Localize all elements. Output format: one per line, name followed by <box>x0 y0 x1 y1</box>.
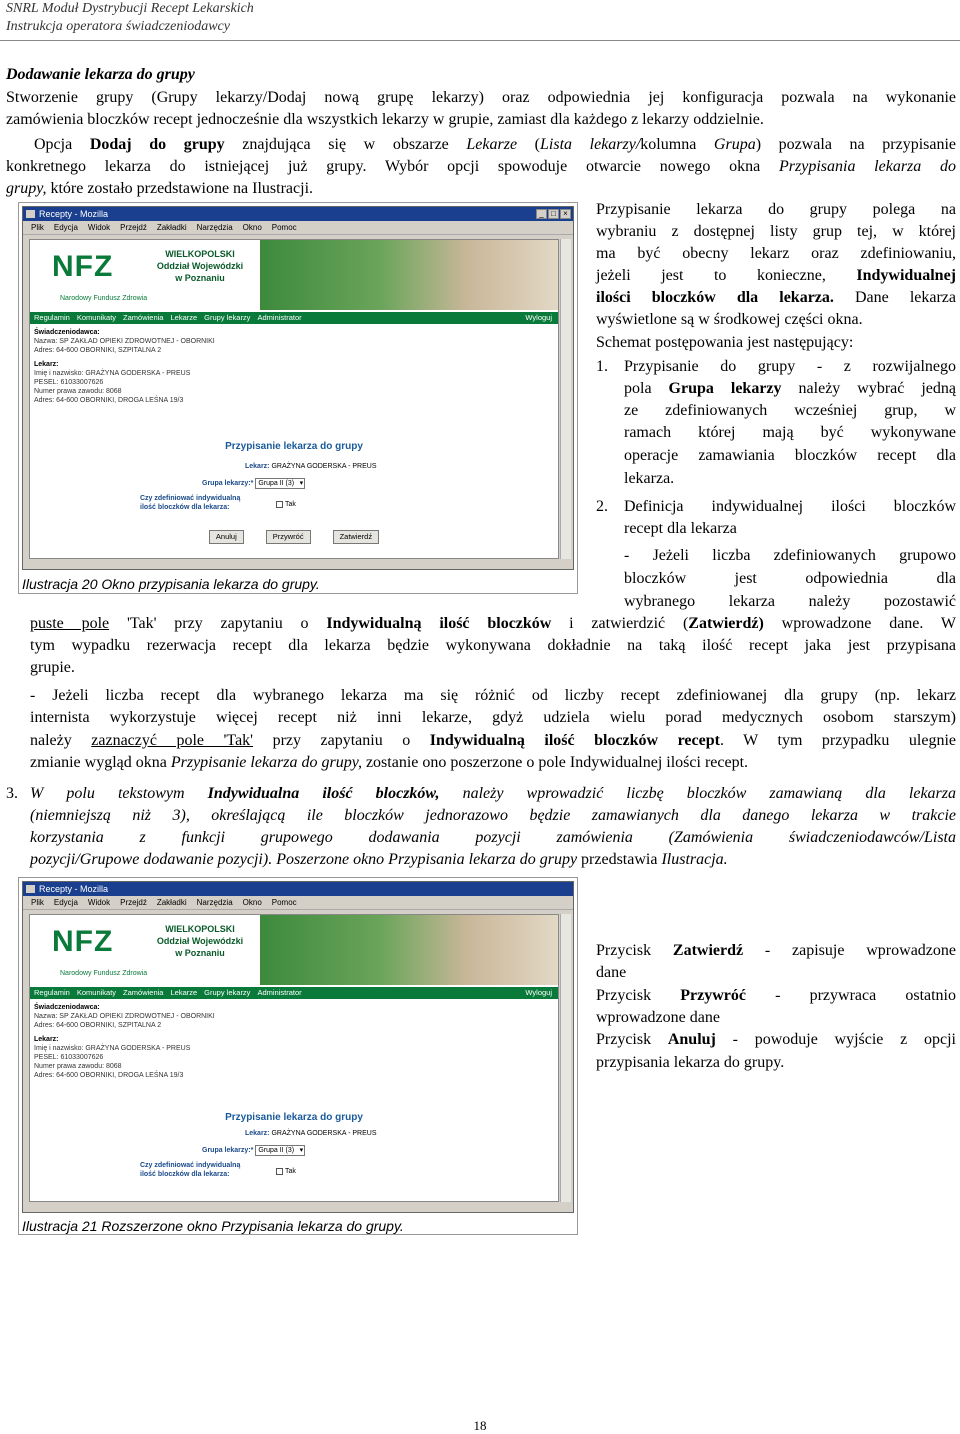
menu-przejdz-2[interactable]: Przejdź <box>120 898 147 907</box>
right2-line-6: przypisania lekarza do grupy. <box>596 1054 785 1071</box>
header-manual: Instrukcja operatora świadczeniodawcy <box>6 19 230 34</box>
banner-2 <box>30 915 558 985</box>
window-titlebar-2 <box>23 882 573 896</box>
figure-21 <box>18 877 578 1235</box>
right2-line-4: wprowadzone dane <box>596 1009 720 1026</box>
region-name-2: WIELKOPOLSKI Oddział Wojewódzki w Poznaniu <box>156 924 244 958</box>
main-nav-2 <box>30 987 558 999</box>
window-titlebar <box>23 207 573 221</box>
figure-21-caption: Ilustracja 21 Rozszerzone okno Przypisania lekarza do grupy. <box>22 1218 404 1234</box>
individual-checkbox-row-2: Tak <box>276 1167 296 1176</box>
item-2-line-5: wybranego lekarza należy pozostawić <box>624 593 956 610</box>
right2-line-5: Przycisk Anuluj - powoduje wyjście z opcji <box>596 1031 956 1048</box>
item-2-line-1: Definicja indywidualnej ilości bloczków <box>624 498 956 515</box>
right-p1-line-2: wybraniu z dostępnej listy grup tej, w której <box>596 223 956 240</box>
form-individual-row: Czy zdefiniować indywidualną ilość bloczków dla lekarza: <box>140 495 241 511</box>
form-buttons <box>30 530 558 544</box>
para1-line-2: tym wypadku rezerwacja recept dla lekarza będzie wykonywana dokładnie na taką ilość recept jaka jest przypisana <box>30 637 956 654</box>
scrollbar[interactable] <box>560 239 571 559</box>
header-divider <box>0 40 960 41</box>
figure-20 <box>18 202 578 594</box>
provider-info-2: Świadczeniodawca: Nazwa: SP ZAKŁAD OPIEKI ZDROWOTNEJ - OBORNIKI Adres: 64-600 OBORNIKI, SZPITALNA 2 <box>34 1004 215 1029</box>
nfz-logo-subtitle-2: Narodowy Fundusz Zdrowia <box>60 970 148 977</box>
menu-zakladki-2[interactable]: Zakładki <box>156 898 187 907</box>
individual-checkbox-row: Tak <box>276 500 296 509</box>
item-1-line-6: lekarza. <box>624 470 675 487</box>
para2-line-1: - Jeżeli liczba recept dla wybranego lekarza ma się różnić od liczby recept zdefiniowanej dla grupy (np. lekarz <box>30 687 956 704</box>
para1-line-3: grupie. <box>30 659 75 676</box>
form-group-row-2: Grupa lekarzy:* Grupa II (3) ▾ <box>202 1145 305 1156</box>
item-2-number: 2. <box>596 498 608 515</box>
menubar <box>23 221 573 235</box>
item-1-number: 1. <box>596 358 608 375</box>
item-3-line-1: W polu tekstowym Indywidualna ilość bloczków, należy wprowadzić liczbę bloczków zamawianą dla lekarza <box>30 785 957 802</box>
nav-lekarze-2[interactable]: Lekarze <box>170 988 198 997</box>
para2-line-4: zmianie wygląd okna Przypisanie lekarza do grupy, zostanie ono poszerzone o pole Indywidualnej ilości recept. <box>30 754 749 771</box>
provider-info: Świadczeniodawca: Nazwa: SP ZAKŁAD OPIEKI ZDROWOTNEJ - OBORNIKI Adres: 64-600 OBORNIKI, SZPITALNA 2 <box>34 329 215 354</box>
browser-window <box>22 206 574 570</box>
right-p1-line-4: jeżeli jest to konieczne, Indywidualnej <box>596 267 956 284</box>
right2-line-2: dane <box>596 964 627 981</box>
right-p1-line-5: ilości bloczków dla lekarza. Dane lekarza <box>596 289 957 306</box>
form-individual-row-2: Czy zdefiniować indywidualną ilość bloczków dla lekarza: <box>140 1162 241 1178</box>
page-number: 18 <box>473 1418 487 1433</box>
para2-line-2: internista wykorzystuje więcej recept niż inni lekarze, gdyż udziela wielu porad medycznych osobom starszym) <box>30 709 956 726</box>
right-p1-line-3: ma być obecny lekarz oraz zdefiniowaniu, <box>596 245 956 262</box>
menu-przejdz[interactable]: Przejdź <box>120 223 147 232</box>
right-p1-line-7: Schemat postępowania jest następujący: <box>596 334 854 351</box>
nav-komunikaty[interactable]: Komunikaty <box>76 313 117 322</box>
option-para-line-1: Opcja Dodaj do grupy znajdująca się w obszarze Lekarze (Lista lekarzy/kolumna Grupa) pozwala na przypisanie <box>34 136 957 153</box>
right-p1-line-6: wyświetlone są w środkowej części okna. <box>596 311 863 328</box>
header-module: SNRL Moduł Dystrybucji Recept Lekarskich <box>6 1 254 16</box>
item-2-line-4: bloczków jest odpowiednia dla <box>624 570 956 587</box>
item-1-line-3: ze zdefiniowanych wcześniej grup, w <box>624 402 956 419</box>
group-select-2[interactable]: Grupa II (3) ▾ <box>255 1145 305 1156</box>
item-1-line-4: ramach której mają być wykonywane <box>624 424 956 441</box>
menu-narzedzia[interactable]: Narzędzia <box>196 223 233 232</box>
window-title-2: Recepty - Mozilla <box>39 884 109 894</box>
form-title-2: Przypisanie lekarza do grupy <box>225 1112 363 1123</box>
nav-lekarze[interactable]: Lekarze <box>170 313 198 322</box>
menu-plik[interactable]: Plik <box>31 223 44 232</box>
figure-20-caption: Ilustracja 20 Okno przypisania lekarza do grupy. <box>22 576 320 592</box>
close-icon[interactable]: × <box>560 209 571 219</box>
app-icon <box>26 210 35 218</box>
nav-regulamin-2[interactable]: Regulamin <box>34 988 70 997</box>
nav-logout[interactable]: Wyloguj <box>525 313 552 322</box>
intro-line-2: zamówienia bloczków recept jednocześnie dla wszystkich lekarzy w grupie, zamiast dla każdego z lekarzy oddzielnie. <box>6 111 764 128</box>
item-2-line-3: - Jeżeli liczba zdefiniowanych grupowo <box>624 547 956 564</box>
menu-widok[interactable]: Widok <box>87 223 111 232</box>
individual-checkbox-2[interactable] <box>276 1168 283 1175</box>
nfz-logo: NFZ <box>52 250 114 283</box>
menu-pomoc-2[interactable]: Pomoc <box>271 898 297 907</box>
para1-line-1: puste pole 'Tak' przy zapytaniu o Indywidualną ilość bloczków i zatwierdzić (Zatwierdź) wprowadzone dane. W <box>30 615 957 632</box>
nav-zamowienia-2[interactable]: Zamówienia <box>123 988 164 997</box>
main-nav <box>30 312 558 324</box>
doctor-info-2: Lekarz: Imię i nazwisko: GRAŻYNA GODERSKA - PREUS PESEL: 61033007626 Numer prawa zawodu: 8068 Adres: 64-600 OBORNIKI, DROGA LEŚNA 19/3 <box>34 1036 191 1079</box>
form-title: Przypisanie lekarza do grupy <box>225 441 363 452</box>
nav-logout-2[interactable]: Wyloguj <box>525 988 552 997</box>
form-doctor-row: Lekarz: GRAŻYNA GODERSKA - PREUS <box>245 463 377 470</box>
group-select[interactable]: Grupa II (3) ▾ <box>255 478 305 489</box>
banner-photo <box>260 240 558 310</box>
browser-window-2 <box>22 881 574 1213</box>
menu-okno[interactable]: Okno <box>242 223 262 232</box>
doctor-info: Lekarz: Imię i nazwisko: GRAŻYNA GODERSKA - PREUS PESEL: 61033007626 Numer prawa zawodu: 8068 Adres: 64-600 OBORNIKI, DROGA LEŚNA 19/3 <box>34 361 191 404</box>
window-title: Recepty - Mozilla <box>39 209 109 219</box>
nav-administrator-2[interactable]: Administrator <box>257 988 302 997</box>
form-doctor-row-2: Lekarz: GRAŻYNA GODERSKA - PREUS <box>245 1130 377 1137</box>
nav-zamowienia[interactable]: Zamówienia <box>123 313 164 322</box>
right2-line-1: Przycisk Zatwierdź - zapisuje wprowadzone <box>596 942 956 959</box>
item-3-line-4: pozycji/Grupowe dodawanie pozycji). Poszerzone okno Przypisania lekarza do grupy przedstawia Ilustracja. <box>30 851 728 868</box>
menu-edycja[interactable]: Edycja <box>53 223 78 232</box>
confirm-button[interactable]: Zatwierdź <box>333 530 380 544</box>
item-3-number: 3. <box>6 785 18 802</box>
nav-administrator[interactable]: Administrator <box>257 313 302 322</box>
app-icon-2 <box>26 885 35 893</box>
option-para-line-3: grupy, które zostało przedstawione na Ilustracji. <box>6 180 314 197</box>
item-2-line-2: recept dla lekarza <box>624 520 737 537</box>
option-para-line-2: konkretnego lekarza do istniejącej już grupy. Wybór opcji spowoduje otwarcie nowego okna Przypisania lekarza do <box>6 158 957 175</box>
menu-narzedzia-2[interactable]: Narzędzia <box>196 898 233 907</box>
form-group-row: Grupa lekarzy:* Grupa II (3) ▾ <box>202 478 305 489</box>
item-1-line-2: pola Grupa lekarzy należy wybrać jedną <box>624 380 957 397</box>
individual-checkbox[interactable] <box>276 501 283 508</box>
cancel-button[interactable]: Anuluj <box>209 530 244 544</box>
restore-button[interactable]: Przywróć <box>266 530 311 544</box>
minimize-icon[interactable]: _ <box>536 209 547 219</box>
banner <box>30 240 558 310</box>
menu-zakladki[interactable]: Zakładki <box>156 223 187 232</box>
section-title: Dodawanie lekarza do grupy <box>6 66 195 83</box>
nfz-logo-2: NFZ <box>52 925 114 958</box>
menu-okno-2[interactable]: Okno <box>242 898 262 907</box>
nav-grupy-lekarzy-2[interactable]: Grupy lekarzy <box>204 988 251 997</box>
nfz-logo-subtitle: Narodowy Fundusz Zdrowia <box>60 295 148 302</box>
item-1-line-1: Przypisanie do grupy - z rozwijalnego <box>624 358 956 375</box>
item-3-line-3: korzystania z funkcji grupowego dodawania pozycji zamówienia (Zamówienia świadczeniodawców/Lista <box>30 829 956 846</box>
intro-line-1: Stworzenie grupy (Grupy lekarzy/Dodaj nową grupę lekarzy) oraz odpowiednia jej konfiguracja pozwala na wykonanie <box>6 89 956 106</box>
menu-pomoc[interactable]: Pomoc <box>271 223 297 232</box>
scrollbar-2[interactable] <box>560 914 571 1202</box>
menu-edycja-2[interactable]: Edycja <box>53 898 78 907</box>
nav-komunikaty-2[interactable]: Komunikaty <box>76 988 117 997</box>
para2-line-3: należy zaznaczyć pole 'Tak' przy zapytaniu o Indywidualną ilość bloczków recept. W tym przypadku ulegnie <box>30 732 957 749</box>
right-p1-line-1: Przypisanie lekarza do grupy polega na <box>596 201 956 218</box>
nav-regulamin[interactable]: Regulamin <box>34 313 70 322</box>
right2-line-3: Przycisk Przywróć - przywraca ostatnio <box>596 987 957 1004</box>
maximize-icon[interactable]: □ <box>548 209 559 219</box>
menu-plik-2[interactable]: Plik <box>31 898 44 907</box>
nav-grupy-lekarzy[interactable]: Grupy lekarzy <box>204 313 251 322</box>
region-name: WIELKOPOLSKI Oddział Wojewódzki w Poznaniu <box>156 249 244 283</box>
item-1-line-5: operacje zamawiania bloczków recept dla <box>624 447 956 464</box>
banner-photo-2 <box>260 915 558 985</box>
item-3-line-2: (niemniejszą niż 3), określającą ile bloczków jednorazowo będzie zamawianych dla danego lekarza w trakcie <box>30 807 956 824</box>
menubar-2 <box>23 896 573 910</box>
page-content-2 <box>29 914 559 1202</box>
page-content <box>29 239 559 559</box>
menu-widok-2[interactable]: Widok <box>87 898 111 907</box>
